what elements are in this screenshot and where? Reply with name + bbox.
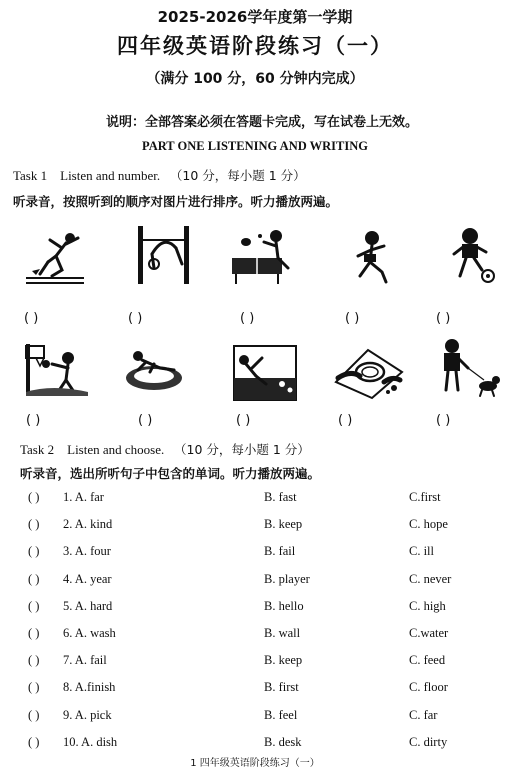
option-c[interactable]: C.first bbox=[409, 490, 441, 504]
option-c[interactable]: C. high bbox=[409, 598, 446, 613]
walking-dog-picture bbox=[436, 336, 500, 402]
option-a[interactable]: 7. A. fail bbox=[63, 653, 107, 668]
option-c[interactable]: C. far bbox=[409, 707, 438, 722]
task1-instruction: 听录音，按照听到的顺序对图片进行排序。听力播放两遍。 bbox=[13, 194, 339, 209]
washing-dishes-picture bbox=[332, 342, 406, 400]
task2-title: Listen and choose. bbox=[67, 442, 165, 457]
option-a[interactable]: 3. A. four bbox=[63, 544, 111, 559]
task1-score: （10 分，每小题 1 分） bbox=[169, 168, 306, 183]
option-c[interactable]: C. feed bbox=[409, 653, 446, 668]
answer-blank[interactable]: ( ) bbox=[28, 571, 40, 586]
task1-blank-2[interactable]: ( ) bbox=[128, 311, 143, 326]
option-a[interactable]: 8. A.finish bbox=[63, 680, 116, 695]
task1-title: Listen and number. bbox=[60, 168, 161, 183]
answer-blank[interactable]: ( ) bbox=[28, 490, 40, 504]
option-a[interactable]: 9. A. pick bbox=[63, 707, 112, 722]
question-row bbox=[28, 708, 488, 728]
task2-instruction: 听录音，选出所听句子中包含的单词。听力播放两遍。 bbox=[20, 466, 321, 481]
task1-blank-4[interactable]: ( ) bbox=[345, 311, 360, 326]
question-row bbox=[28, 735, 488, 755]
answer-blank[interactable]: ( ) bbox=[28, 517, 40, 532]
answer-blank[interactable]: ( ) bbox=[28, 626, 40, 640]
page-footer: 1 四年级英语阶段练习（一） bbox=[190, 758, 320, 769]
football-boy-picture bbox=[446, 226, 498, 286]
option-a[interactable]: 2. A. kind bbox=[63, 517, 113, 532]
option-b[interactable]: B. feel bbox=[264, 707, 298, 722]
option-c[interactable]: C. hope bbox=[409, 517, 448, 532]
climbing-picture bbox=[232, 344, 298, 402]
answer-blank[interactable]: ( ) bbox=[28, 598, 40, 613]
task1-label: Task 1 bbox=[13, 168, 48, 183]
option-b[interactable]: B. player bbox=[264, 571, 310, 586]
answer-blank[interactable]: ( ) bbox=[28, 544, 40, 559]
question-row bbox=[28, 599, 488, 619]
task1-blank-6[interactable]: ( ) bbox=[26, 413, 41, 428]
high-jump-picture bbox=[134, 224, 194, 286]
exam-title: 四年级英语阶段练习（一） bbox=[117, 34, 393, 58]
answer-blank[interactable]: ( ) bbox=[28, 734, 40, 749]
option-c[interactable]: C. dirty bbox=[409, 734, 448, 749]
question-row bbox=[28, 653, 488, 673]
option-a[interactable]: 4. A. year bbox=[63, 571, 112, 586]
basketball-picture bbox=[22, 342, 92, 398]
long-jump-picture bbox=[22, 226, 92, 286]
task2-heading bbox=[20, 440, 310, 458]
task1-blank-9[interactable]: ( ) bbox=[338, 413, 353, 428]
option-b[interactable]: B. wall bbox=[264, 626, 301, 640]
option-b[interactable]: B. first bbox=[264, 680, 299, 695]
question-row bbox=[28, 517, 488, 537]
option-a[interactable]: 10. A. dish bbox=[63, 734, 118, 749]
task1-blank-1[interactable]: ( ) bbox=[24, 311, 39, 326]
answer-blank[interactable]: ( ) bbox=[28, 707, 40, 722]
option-b[interactable]: B. fail bbox=[264, 544, 296, 559]
task2-score: （10 分，每小题 1 分） bbox=[174, 442, 310, 457]
answer-blank[interactable]: ( ) bbox=[28, 680, 40, 695]
swimming-picture bbox=[124, 346, 184, 394]
table-tennis-picture bbox=[230, 228, 296, 286]
option-c[interactable]: C. never bbox=[409, 571, 452, 586]
option-b[interactable]: B. keep bbox=[264, 653, 303, 668]
option-b[interactable]: B. keep bbox=[264, 517, 303, 532]
option-b[interactable]: B. hello bbox=[264, 598, 304, 613]
question-row bbox=[28, 544, 488, 564]
question-row bbox=[28, 626, 488, 646]
option-c[interactable]: C. floor bbox=[409, 680, 448, 695]
option-b[interactable]: B. fast bbox=[264, 490, 297, 504]
option-a[interactable]: 6. A. wash bbox=[63, 626, 116, 640]
task1-blank-3[interactable]: ( ) bbox=[240, 311, 255, 326]
answer-blank[interactable]: ( ) bbox=[28, 653, 40, 668]
option-b[interactable]: B. desk bbox=[264, 734, 302, 749]
task1-blank-7[interactable]: ( ) bbox=[138, 413, 153, 428]
task1-blank-10[interactable]: ( ) bbox=[436, 413, 451, 428]
question-row bbox=[28, 680, 488, 700]
question-row bbox=[28, 572, 488, 592]
exam-note: 说明：全部答案必须在答题卡完成，写在试卷上无效。 bbox=[106, 115, 419, 130]
task2-label: Task 2 bbox=[20, 442, 55, 457]
school-year-line: 2025-2026学年度第一学期 bbox=[157, 8, 353, 26]
question-row bbox=[28, 490, 488, 510]
option-a[interactable]: 1. A. far bbox=[63, 490, 104, 504]
option-c[interactable]: C. ill bbox=[409, 544, 435, 559]
task1-heading bbox=[13, 166, 306, 184]
option-a[interactable]: 5. A. hard bbox=[63, 598, 113, 613]
option-c[interactable]: C.water bbox=[409, 626, 449, 640]
running-girl-picture bbox=[346, 228, 396, 286]
task1-blank-8[interactable]: ( ) bbox=[236, 413, 251, 428]
part-title: PART ONE LISTENING AND WRITING bbox=[141, 139, 368, 153]
task1-blank-5[interactable]: ( ) bbox=[436, 311, 451, 326]
exam-subtitle: （满分 100 分，60 分钟内完成） bbox=[146, 71, 364, 87]
